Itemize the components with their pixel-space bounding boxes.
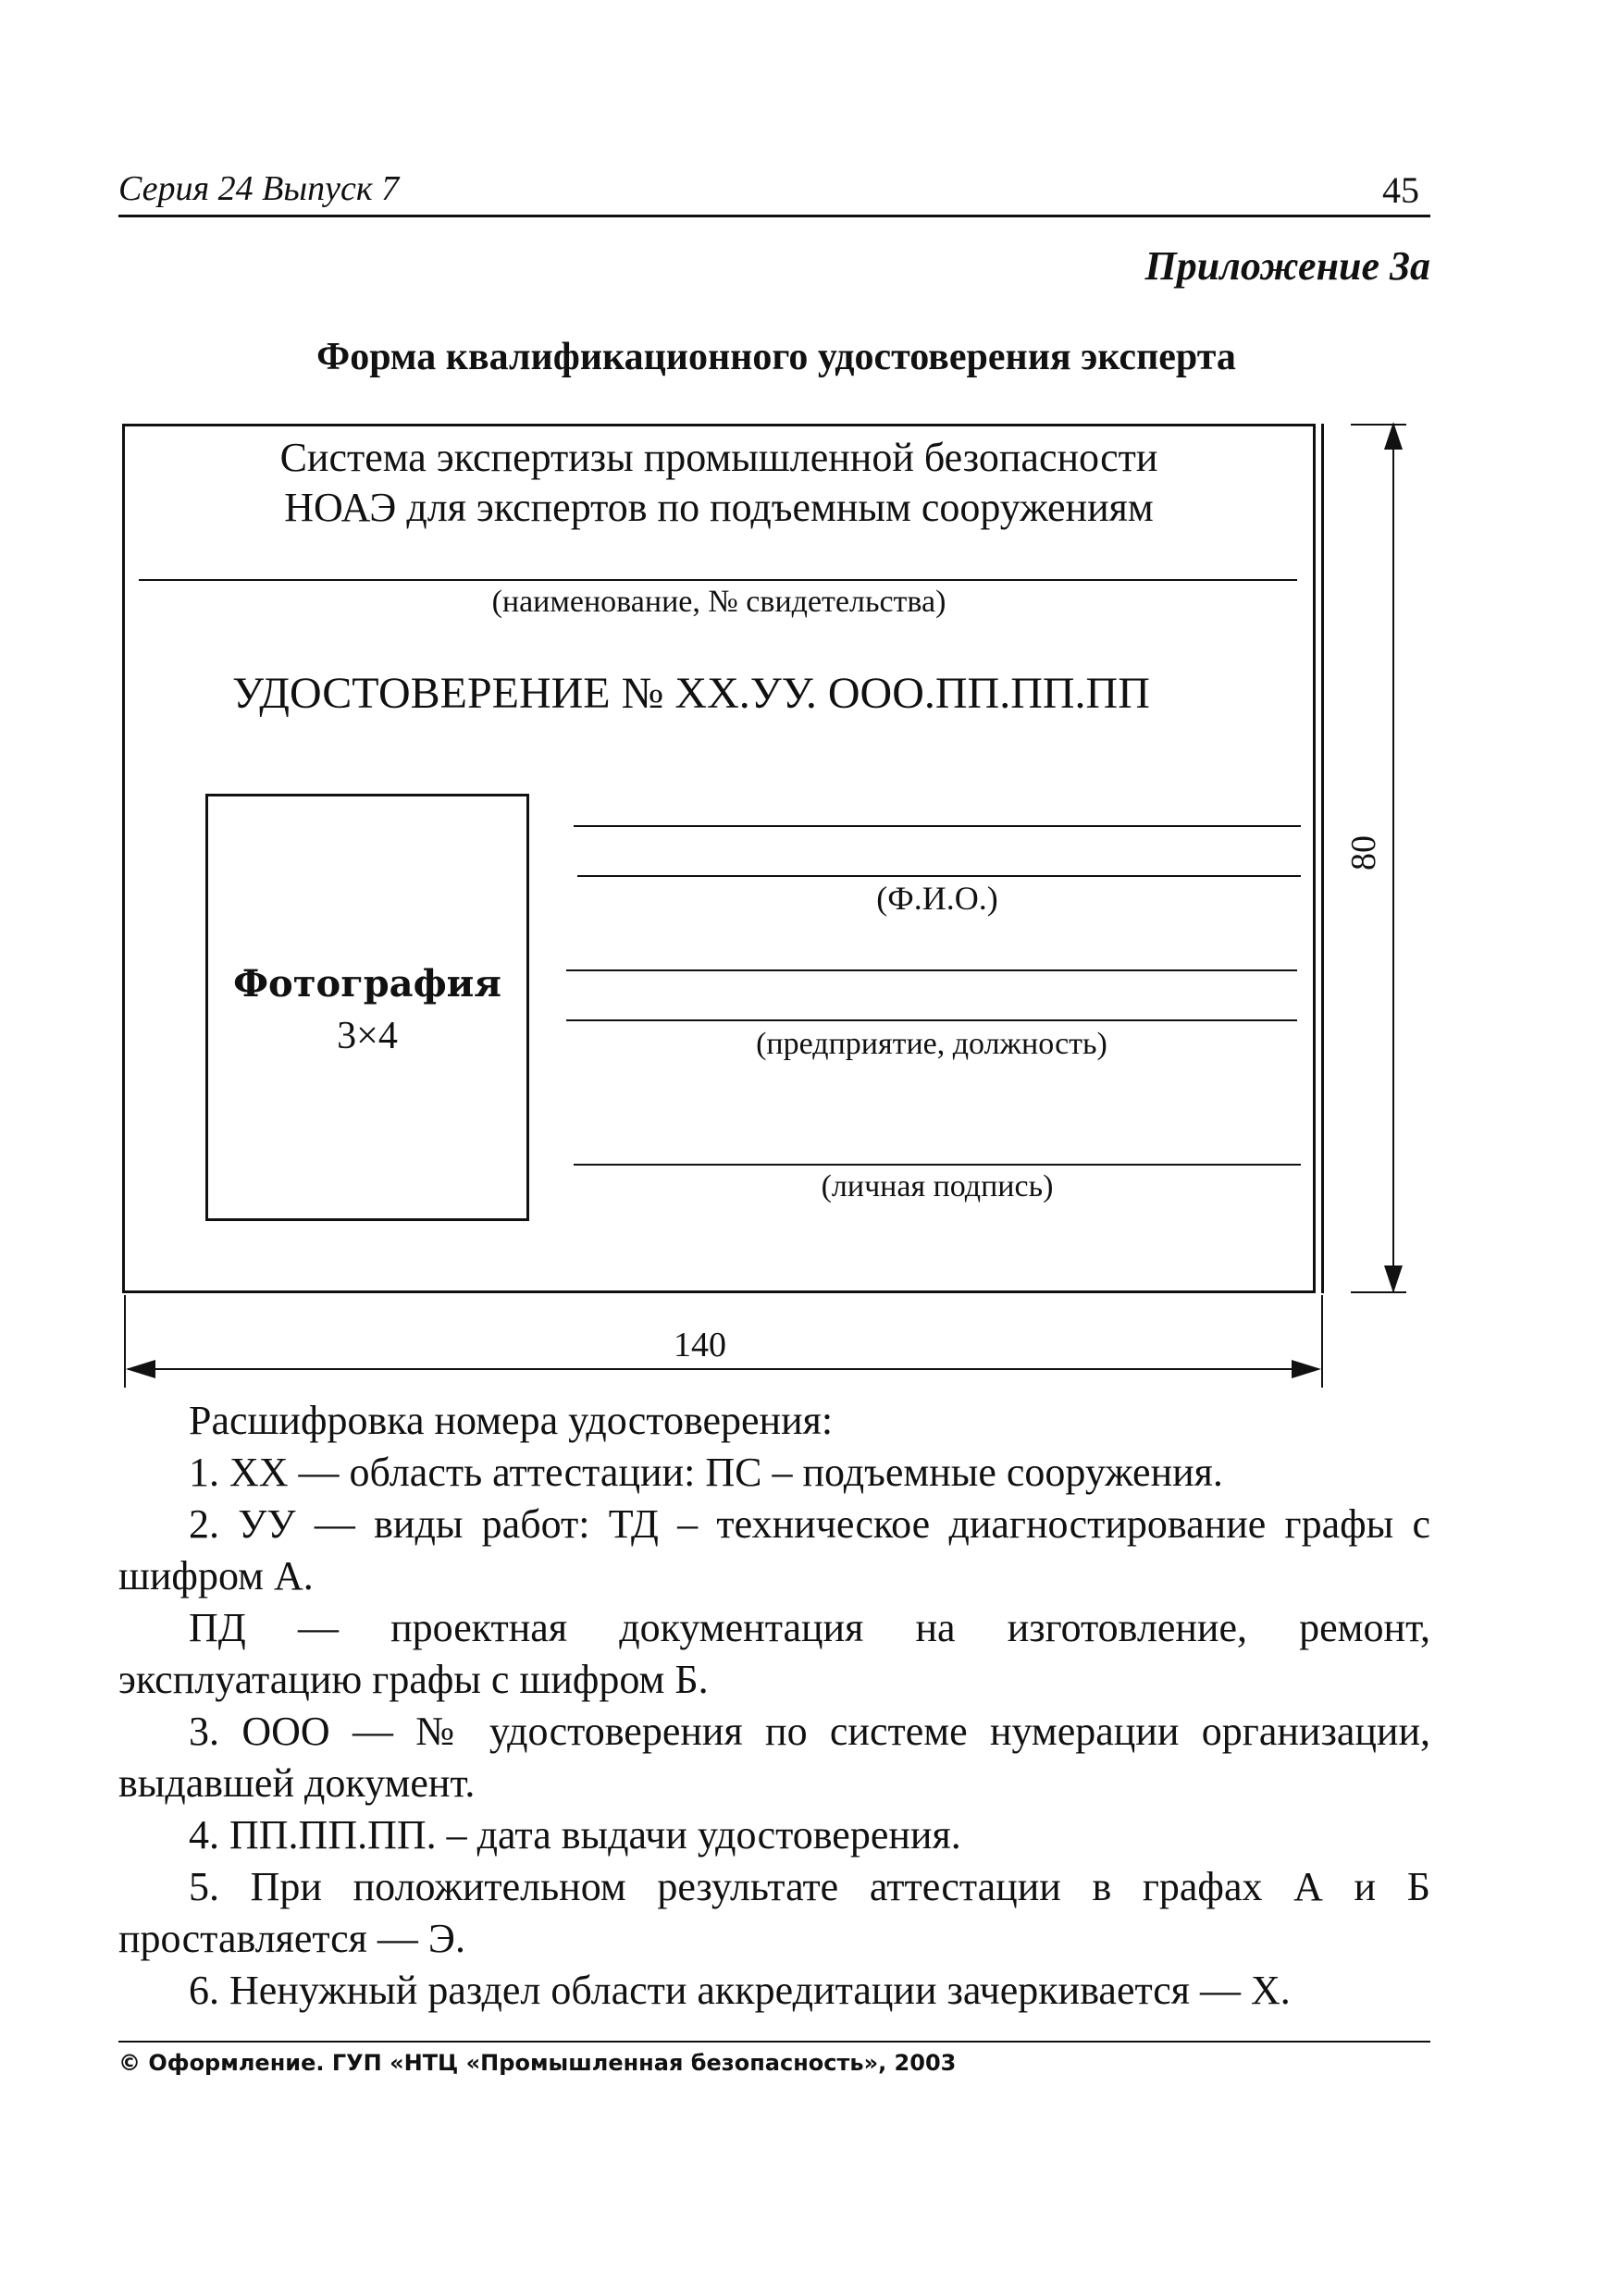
decoding-section (118, 1395, 1430, 2017)
fio-line-1 (574, 825, 1301, 827)
decoding-heading: Расшифровка номера удостоверения: (189, 1398, 834, 1443)
fio-caption: (Ф.И.О.) (876, 880, 998, 917)
width-dimension-value: 140 (674, 1326, 726, 1364)
photo-title: Фотография (233, 962, 501, 1006)
width-arrow-left-icon (126, 1358, 155, 1380)
photo-label (205, 958, 529, 1062)
signature-line (574, 1164, 1301, 1166)
appendix-label: Приложение 3а (1144, 243, 1430, 289)
height-dimension-line (1392, 427, 1394, 1292)
system-name-line1: Система экспертизы промышленной безопасности (279, 435, 1158, 480)
name-underline (139, 579, 1297, 581)
card-edge-rule (1321, 424, 1324, 1293)
header-rule (118, 215, 1430, 217)
name-caption: (наименование, № свидетельства) (491, 585, 946, 619)
decoding-item-1: 1. ХХ — область аттестации: ПС – подъемные сооружения. (189, 1450, 1223, 1495)
form-title: Форма квалификационного удостоверения эксперта (316, 336, 1236, 378)
fio-line-2 (577, 875, 1301, 877)
signature-caption: (личная подпись) (821, 1169, 1054, 1204)
page-number: 45 (1382, 169, 1419, 211)
height-dimension-value: 80 (1344, 835, 1383, 870)
height-arrow-up-icon (1382, 422, 1404, 450)
company-line-1 (566, 969, 1297, 971)
certificate-number: УДОСТОВЕРЕНИЕ № ХХ.УУ. ООО.ПП.ПП.ПП (232, 669, 1150, 718)
company-caption: (предприятие, должность) (756, 1027, 1107, 1061)
series-label: Серия 24 Выпуск 7 (118, 169, 400, 208)
decoding-item-2b: ПД — проектная документация на изготовление, ремонт, эксплуатацию графы с шифром Б. (118, 1605, 1430, 1702)
decoding-item-6: 6. Ненужный раздел области аккредитации зачеркивается — Х. (189, 1968, 1291, 2013)
system-name-line2: НОАЭ для экспертов по подъемным сооружениям (284, 485, 1154, 530)
footer-rule (118, 2041, 1430, 2043)
decoding-item-2: 2. УУ — виды работ: ТД – техническое диагностирование графы с шифром А. (118, 1501, 1430, 1599)
width-dimension-line (128, 1368, 1308, 1370)
width-dim-right-tick (1321, 1295, 1323, 1388)
decoding-item-4: 4. ПП.ПП.ПП. – дата выдачи удостоверения. (189, 1812, 961, 1858)
footer-copyright: © Оформление. ГУП «НТЦ «Промышленная безопасность», 2003 (118, 2050, 957, 2076)
decoding-item-5: 5. При положительном результате аттестации в графах А и Б проставляется — Э. (118, 1864, 1430, 1961)
width-arrow-right-icon (1292, 1358, 1321, 1380)
photo-size: 3×4 (337, 1015, 398, 1057)
decoding-item-3: 3. ООО — № удостоверения по системе нумерации организации, выдавшей документ. (118, 1709, 1430, 1806)
height-arrow-down-icon (1382, 1265, 1404, 1293)
company-line-2 (566, 1019, 1297, 1021)
